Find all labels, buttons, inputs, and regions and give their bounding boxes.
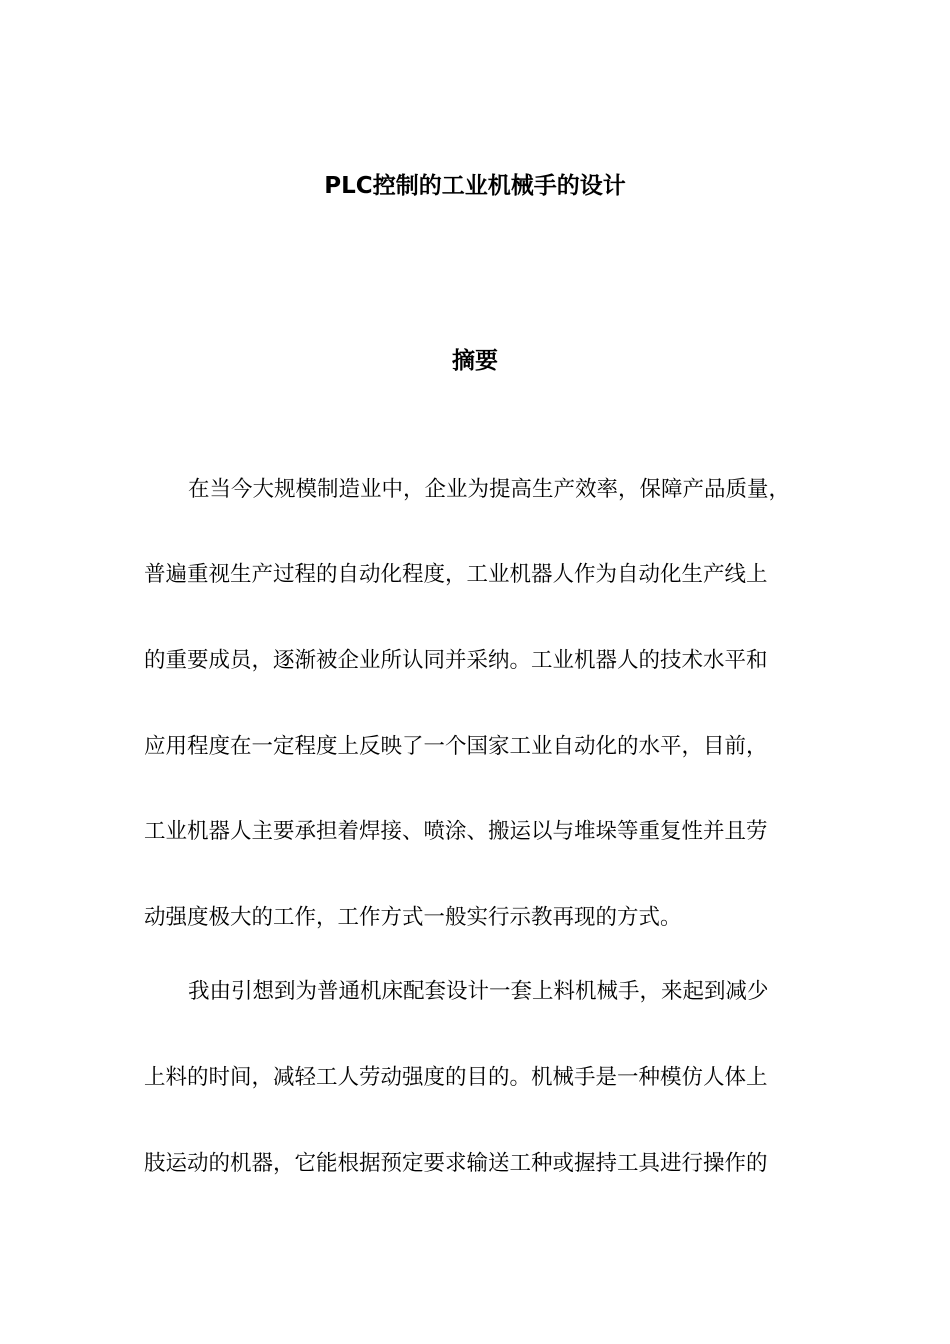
paragraph-2-line-3: 肢运动的机器，它能根据预定要求输送工种或握持工具进行操作的 (144, 1151, 768, 1176)
paragraph-1-line-6: 动强度极大的工作，工作方式一般实行示教再现的方式。 (144, 905, 682, 930)
paragraph-2-line-1: 我由引想到为普通机床配套设计一套上料机械手，来起到减少 (188, 979, 769, 1004)
paragraph-1-line-1: 在当今大规模制造业中，企业为提高生产效率，保障产品质量， (188, 477, 791, 502)
paragraph-1-line-4: 应用程度在一定程度上反映了一个国家工业自动化的水平，目前， (144, 734, 768, 759)
paragraph-1-line-3: 的重要成员，逐渐被企业所认同并采纳。工业机器人的技术水平和 (144, 648, 768, 673)
paragraph-1-line-5: 工业机器人主要承担着焊接、喷涂、搬运以与堆垛等重复性并且劳 (144, 819, 768, 844)
abstract-heading: 摘要 (452, 348, 498, 374)
document-title: PLC控制的工业机械手的设计 (324, 173, 626, 199)
paragraph-2-line-2: 上料的时间，减轻工人劳动强度的目的。机械手是一种模仿人体上 (144, 1065, 768, 1090)
paragraph-1-line-2: 普遍重视生产过程的自动化程度，工业机器人作为自动化生产线上 (144, 562, 768, 587)
